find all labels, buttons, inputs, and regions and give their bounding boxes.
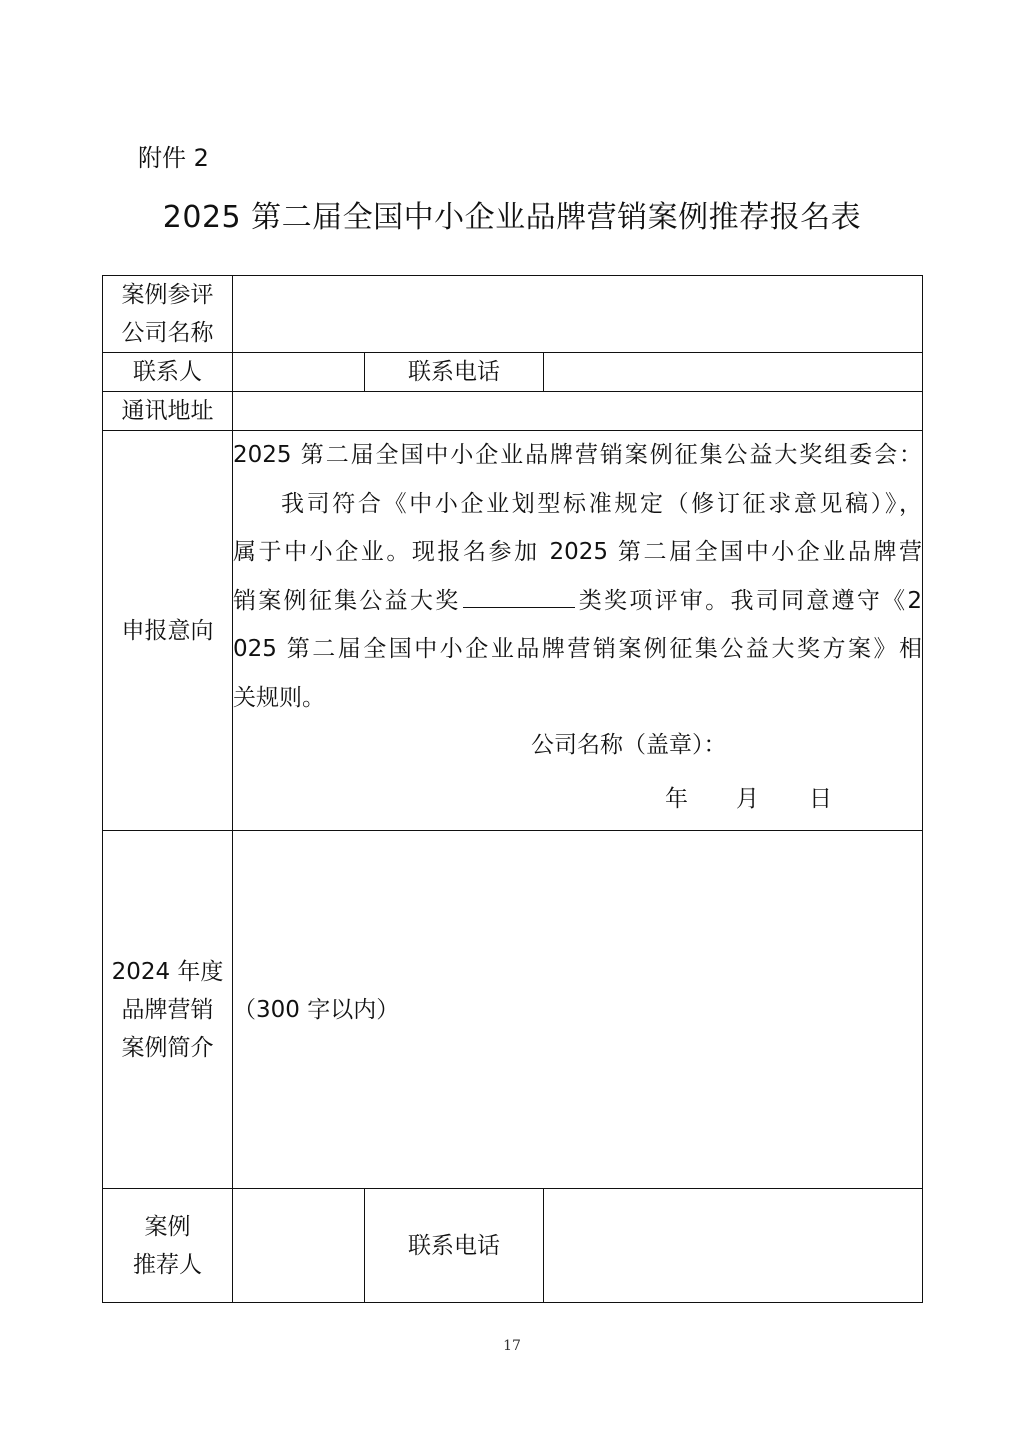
recommender-field[interactable] [233, 1189, 365, 1303]
statement-line: 销案例征集公益大奖 类奖项评审。我司同意遵守《2 [233, 577, 922, 626]
intent-label: 申报意向 [103, 431, 233, 831]
registration-form-table [102, 275, 923, 1303]
application-statement [233, 431, 923, 831]
date-line [233, 768, 922, 830]
statement-addressee: 2025 第二届全国中小企业品牌营销案例征集公益大奖组委会： [233, 442, 923, 468]
award-category-blank[interactable] [463, 581, 575, 608]
month-label: 月 [736, 786, 759, 812]
company-seal-line: 公司名称（盖章）： [531, 732, 727, 758]
statement-line: 025 第二届全国中小企业品牌营销案例征集公益大奖方案》相 [233, 636, 923, 662]
company-name-label: 案例参评 公司名称 [103, 276, 233, 353]
recommender-label: 案例 推荐人 [103, 1189, 233, 1303]
company-name-field[interactable] [233, 276, 923, 353]
summary-hint: （300 字以内） [233, 996, 400, 1023]
page-number: 17 [503, 1338, 521, 1354]
contact-phone-field[interactable] [544, 353, 923, 392]
day-label: 日 [809, 786, 832, 812]
statement-line: 我司符合《中小企业划型标准规定（修订征求意见稿）》， [281, 490, 923, 517]
form-title: 2025 第二届全国中小企业品牌营销案例推荐报名表 [162, 200, 862, 235]
contact-person-field[interactable] [233, 353, 365, 392]
year-label: 年 [665, 786, 688, 812]
recommender-phone-label: 联系电话 [365, 1189, 544, 1303]
statement-line: 属于中小企业。现报名参加 2025 第二届全国中小企业品牌营 [233, 539, 923, 565]
contact-phone-label: 联系电话 [365, 353, 544, 392]
attachment-label: 附件 2 [138, 144, 209, 172]
address-field[interactable] [233, 392, 923, 431]
address-label: 通讯地址 [103, 392, 233, 431]
recommender-phone-field[interactable] [544, 1189, 923, 1303]
case-summary-label: 2024 年度 品牌营销 案例简介 [103, 831, 233, 1189]
statement-line: 关规则。 [233, 684, 325, 711]
case-summary-field[interactable] [233, 831, 923, 1189]
contact-person-label: 联系人 [103, 353, 233, 392]
